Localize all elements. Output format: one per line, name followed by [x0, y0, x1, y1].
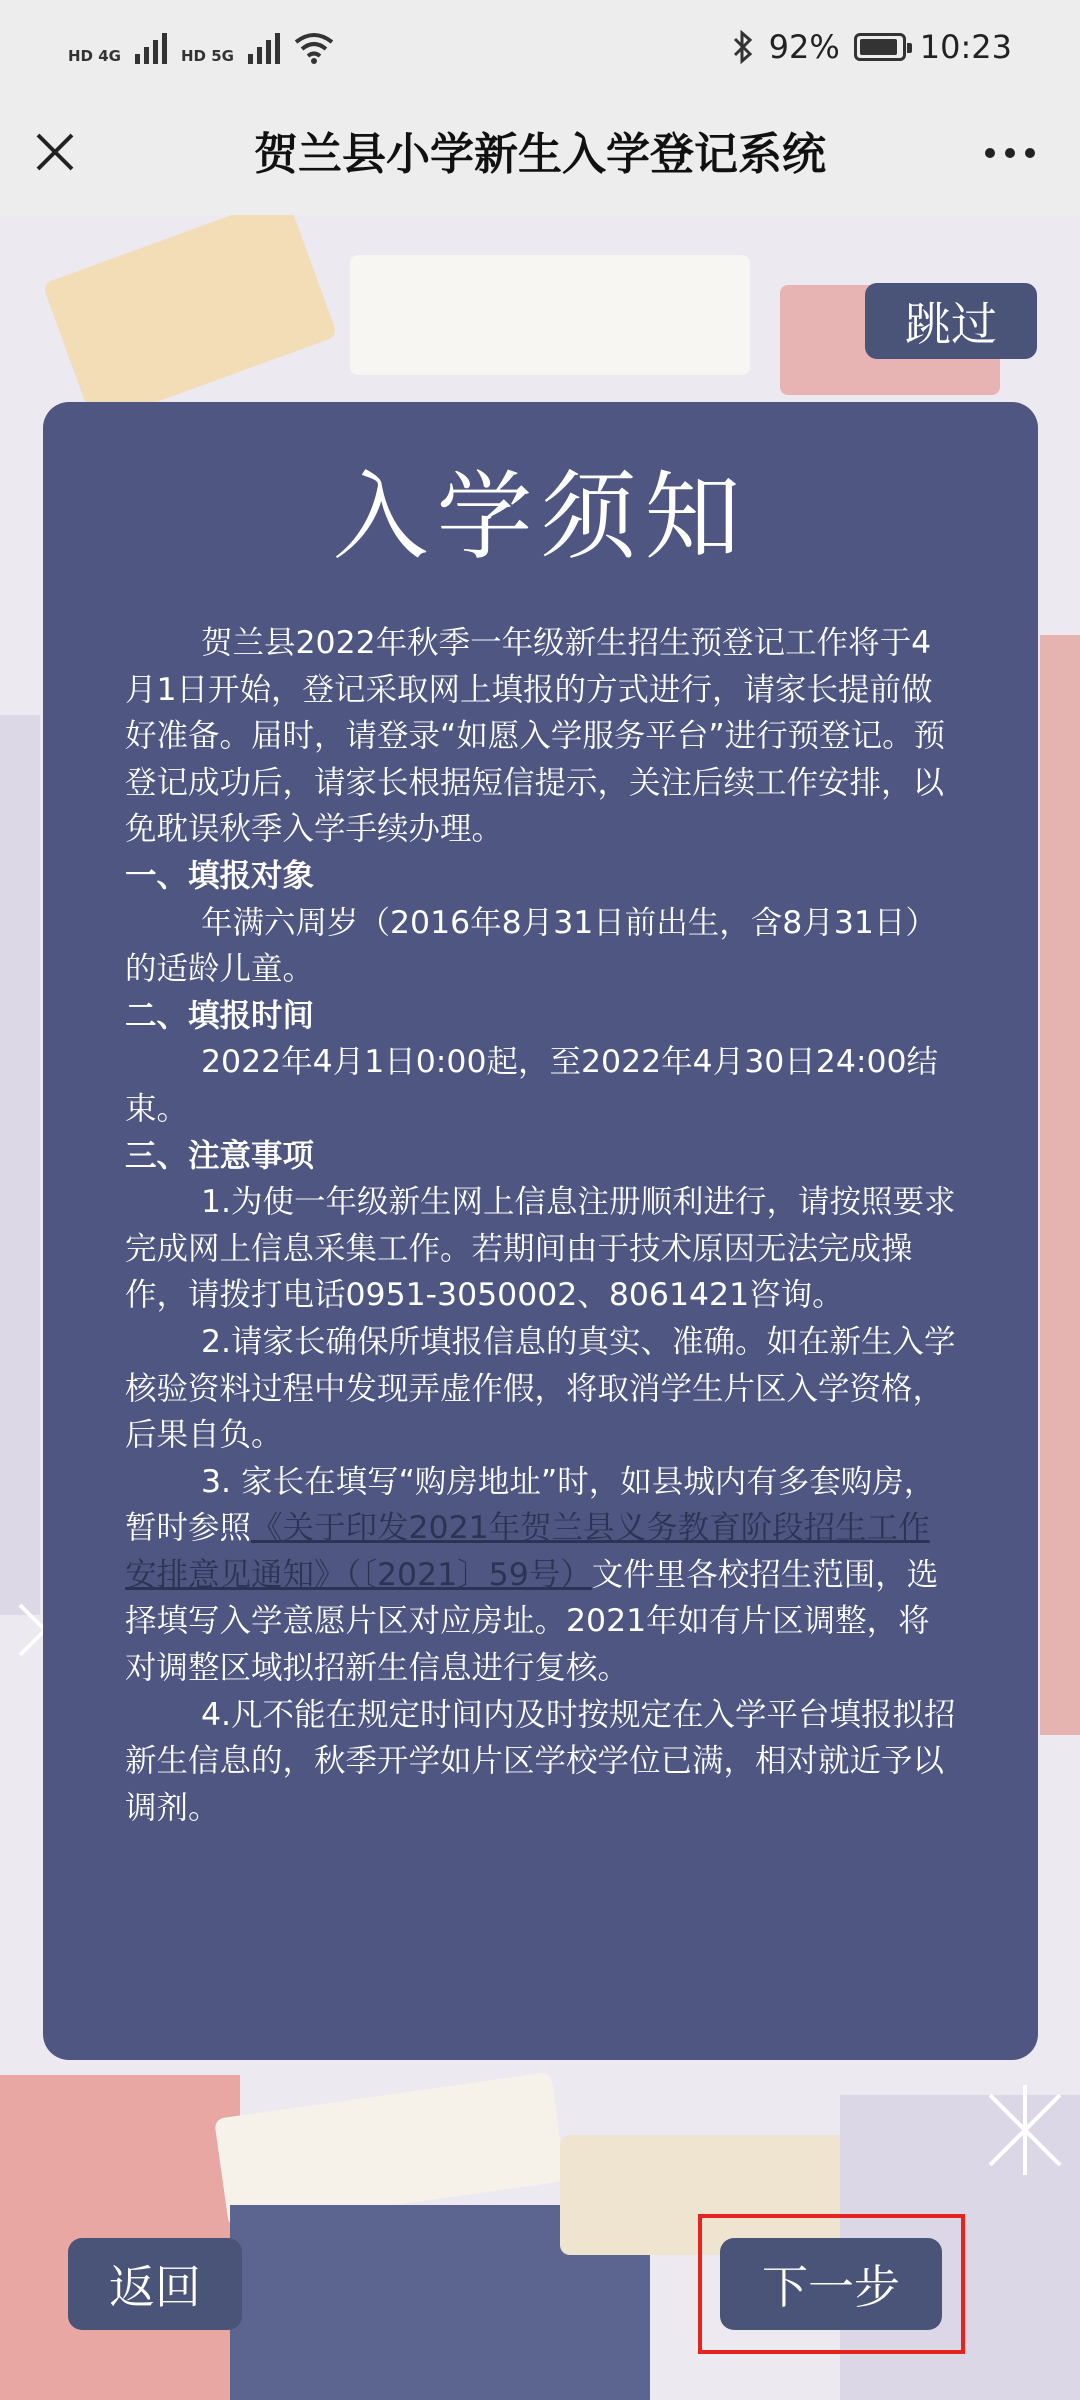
policy-document-link[interactable]: 《关于印发2021年贺兰县义务教育阶段招生工作安排意见通知》（〔2021〕59号）: [125, 1510, 930, 1593]
navigation-bar: [0, 105, 1080, 215]
notice-card: [43, 402, 1038, 2060]
notice-item-3: [125, 1459, 956, 1692]
close-icon[interactable]: [30, 127, 80, 177]
sim1-label: HD 4G: [68, 47, 121, 65]
signal-1-icon: [135, 30, 167, 64]
notice-body: [125, 620, 956, 1831]
battery-percent: 92%: [768, 28, 840, 66]
notice-intro: 贺兰县2022年秋季一年级新生招生预登记工作将于4月1日开始，登记采取网上填报的方式进行，请家长提前做好准备。届时，请登录“如愿入学服务平台”进行预登记。预登记成功后，请家长根据短信提示，关注后续工作安排，以免耽误秋季入学手续办理。: [125, 625, 946, 848]
item3-text-after: 文件里各校招生范围，选择填写入学意愿片区对应房址。2021年如有片区调整，将对调整区域拟招新生信息进行复核。: [125, 1556, 939, 1687]
battery-icon: [854, 33, 906, 61]
skip-button[interactable]: 跳过: [865, 283, 1037, 359]
sim2-label: HD 5G: [180, 47, 234, 65]
next-step-button[interactable]: 下一步: [720, 2238, 942, 2330]
notice-item-2: 2.请家长确保所填报信息的真实、准确。如在新生入学核验资料过程中发现弄虚作假，将取消学生片区入学资格，后果自负。: [125, 1323, 956, 1454]
page-title: 贺兰县小学新生入学登记系统: [254, 129, 826, 180]
more-options-icon[interactable]: [980, 131, 1040, 175]
bluetooth-icon: [731, 30, 755, 64]
notice-item-1: 1.为使一年级新生网上信息注册顺利进行，请按照要求完成网上信息采集工作。若期间由于技术原因无法完成操作，请拨打电话0951-3050002、8061421咨询。: [125, 1184, 956, 1314]
battery-fill: [860, 39, 897, 55]
section3-heading: 三、注意事项: [125, 1137, 315, 1174]
notice-title: 入学须知: [332, 461, 749, 573]
wifi-icon: [294, 32, 334, 64]
notice-item-4: 4.凡不能在规定时间内及时按规定在入学平台填报拟招新生信息的，秋季开学如片区学校学位已满，相对就近予以调剂。: [125, 1696, 956, 1826]
section2-text: 2022年4月1日0:00起，至2022年4月30日24:00结束。: [125, 1044, 939, 1127]
signal-group: [68, 30, 334, 64]
section1-text: 年满六周岁（2016年8月31日前出生，含8月31日）的适龄儿童。: [125, 904, 937, 988]
section2-heading: 二、填报时间: [125, 997, 315, 1034]
item3-text-before: 3. 家长在填写“购房地址”时，如县城内有多套购房，暂时参照: [125, 1463, 936, 1547]
back-button[interactable]: 返回: [68, 2238, 242, 2330]
clock-time: 10:23: [919, 28, 1012, 66]
status-right-group: [731, 28, 1012, 66]
signal-2-icon: [248, 30, 280, 64]
section1-heading: 一、填报对象: [125, 857, 315, 894]
status-bar: [0, 0, 1080, 105]
highlight-box: [698, 2214, 965, 2354]
